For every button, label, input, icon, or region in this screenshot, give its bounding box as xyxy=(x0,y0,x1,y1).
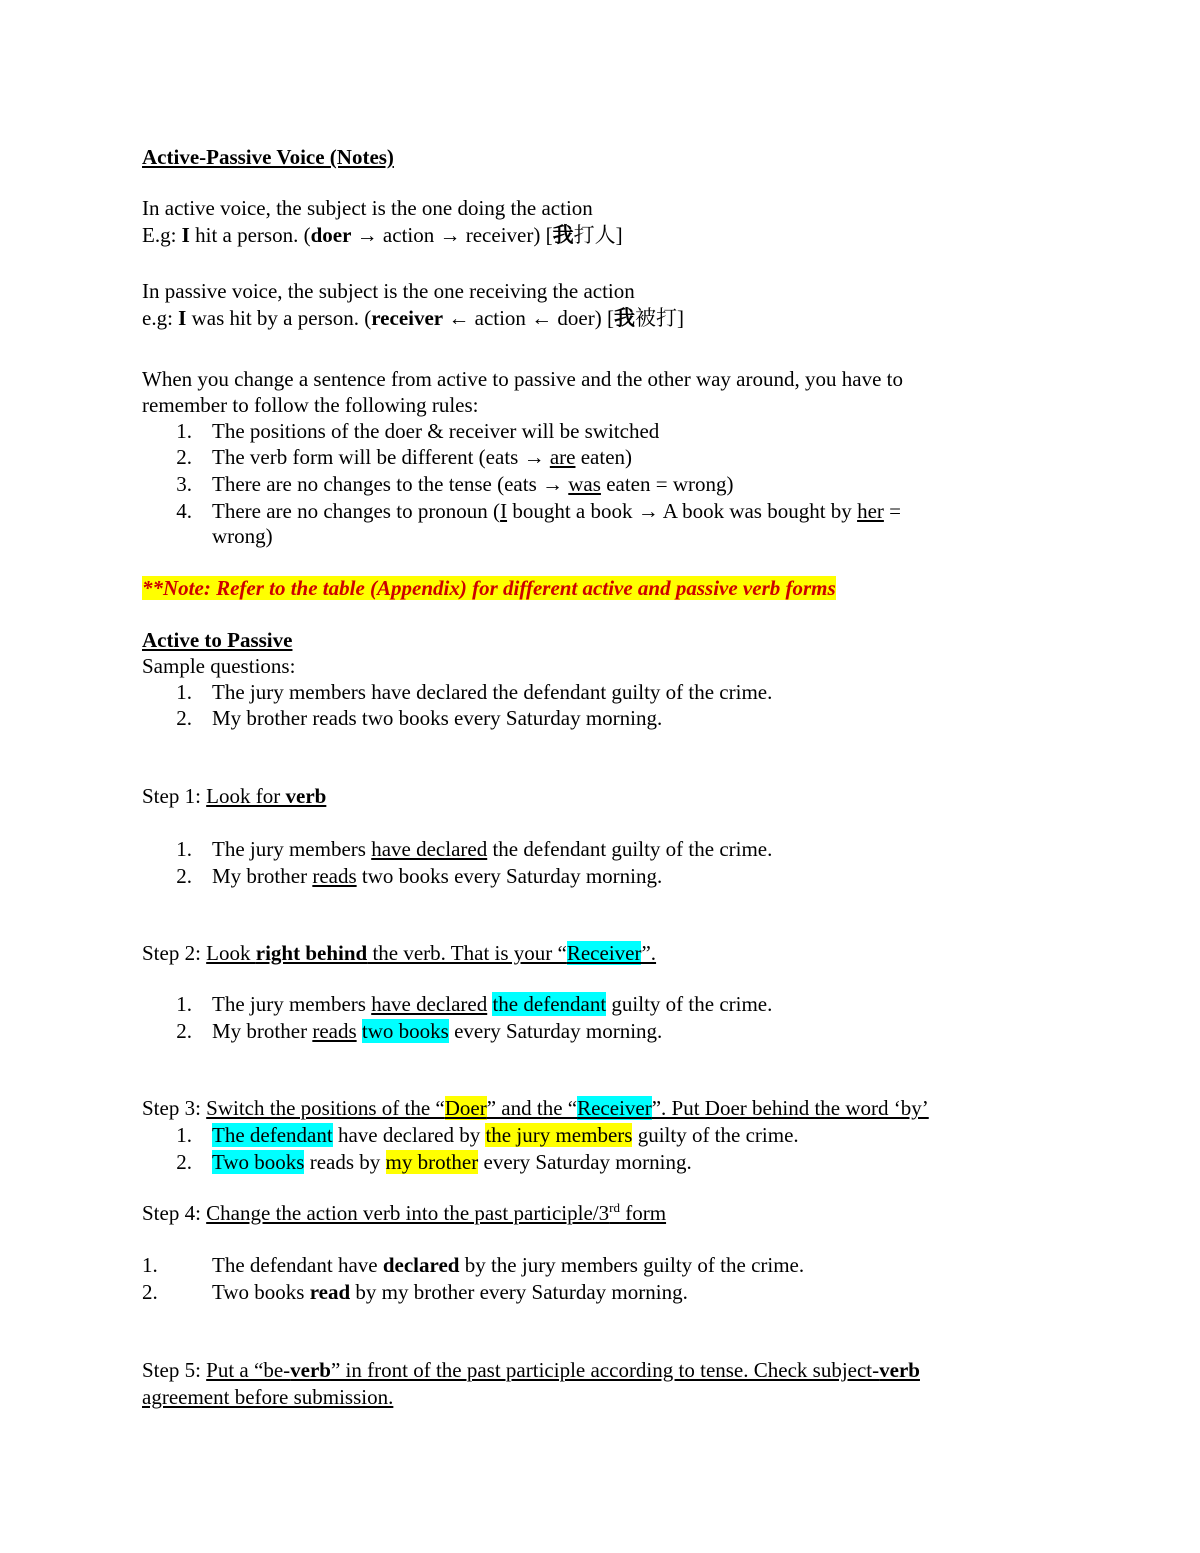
rules-intro-line2: remember to follow the following rules: xyxy=(142,393,479,417)
list-number: 2. xyxy=(176,1150,192,1174)
rule-item: The positions of the doer & receiver will be switched xyxy=(212,419,660,443)
rules-intro-line1: When you change a sentence from active to passive and the other way around, you have to xyxy=(142,367,903,391)
step-5-heading: Step 5: Put a “be-verb” in front of the past participle according to tense. Check subject-verb xyxy=(142,1358,920,1382)
appendix-note: **Note: Refer to the table (Appendix) for different active and passive verb forms xyxy=(142,576,836,600)
rule-item: The verb form will be different (eats → are eaten) xyxy=(212,445,633,469)
list-number: 2. xyxy=(176,864,192,888)
step-1-heading: Step 1: Look for verb xyxy=(142,784,327,808)
rule-item: There are no changes to the tense (eats → was eaten = wrong) xyxy=(212,472,734,496)
step-4-line: Two books read by my brother every Saturday morning. xyxy=(212,1280,688,1304)
list-number: 2. xyxy=(176,706,192,730)
step-2-heading: Step 2: Look right behind the verb. That is your “Receiver”. xyxy=(142,941,657,965)
list-number: 1. xyxy=(176,1123,192,1147)
rule-item: There are no changes to pronoun (I bought a book → A book was bought by her = xyxy=(212,499,901,523)
list-number: 1. xyxy=(176,837,192,861)
rule-item-continuation: wrong) xyxy=(212,524,273,548)
step-2-line: My brother reads two books every Saturday morning. xyxy=(212,1019,663,1043)
rule-number: 4. xyxy=(176,499,192,523)
step-1-line: My brother reads two books every Saturday morning. xyxy=(212,864,663,888)
step-3-line: The defendant have declared by the jury members guilty of the crime. xyxy=(212,1123,799,1147)
passive-example: e.g: I was hit by a person. (receiver ← action ← doer) [我被打] xyxy=(142,306,684,330)
sample-question: The jury members have declared the defendant guilty of the crime. xyxy=(212,680,773,704)
list-number: 1. xyxy=(142,1253,158,1277)
passive-definition: In passive voice, the subject is the one receiving the action xyxy=(142,279,635,303)
step-3-line: Two books reads by my brother every Saturday morning. xyxy=(212,1150,692,1174)
list-number: 1. xyxy=(176,680,192,704)
step-1-line: The jury members have declared the defendant guilty of the crime. xyxy=(212,837,773,861)
active-definition: In active voice, the subject is the one doing the action xyxy=(142,196,593,220)
rule-number: 3. xyxy=(176,472,192,496)
step-4-line: The defendant have declared by the jury members guilty of the crime. xyxy=(212,1253,805,1277)
section-heading: Active to Passive xyxy=(142,628,293,652)
step-4-heading: Step 4: Change the action verb into the past participle/3rd form xyxy=(142,1200,667,1225)
page-title: Active-Passive Voice (Notes) xyxy=(142,145,394,169)
step-3-heading: Step 3: Switch the positions of the “Doer” and the “Receiver”. Put Doer behind the word ‘by’ xyxy=(142,1096,929,1120)
rule-number: 1. xyxy=(176,419,192,443)
active-example: E.g: I hit a person. (doer → action → receiver) [我打人] xyxy=(142,223,623,247)
rule-number: 2. xyxy=(176,445,192,469)
step-5-continuation: agreement before submission. xyxy=(142,1385,394,1409)
list-number: 2. xyxy=(142,1280,158,1304)
list-number: 1. xyxy=(176,992,192,1016)
step-2-line: The jury members have declared the defendant guilty of the crime. xyxy=(212,992,773,1016)
list-number: 2. xyxy=(176,1019,192,1043)
sample-question: My brother reads two books every Saturday morning. xyxy=(212,706,663,730)
sample-label: Sample questions: xyxy=(142,654,296,678)
